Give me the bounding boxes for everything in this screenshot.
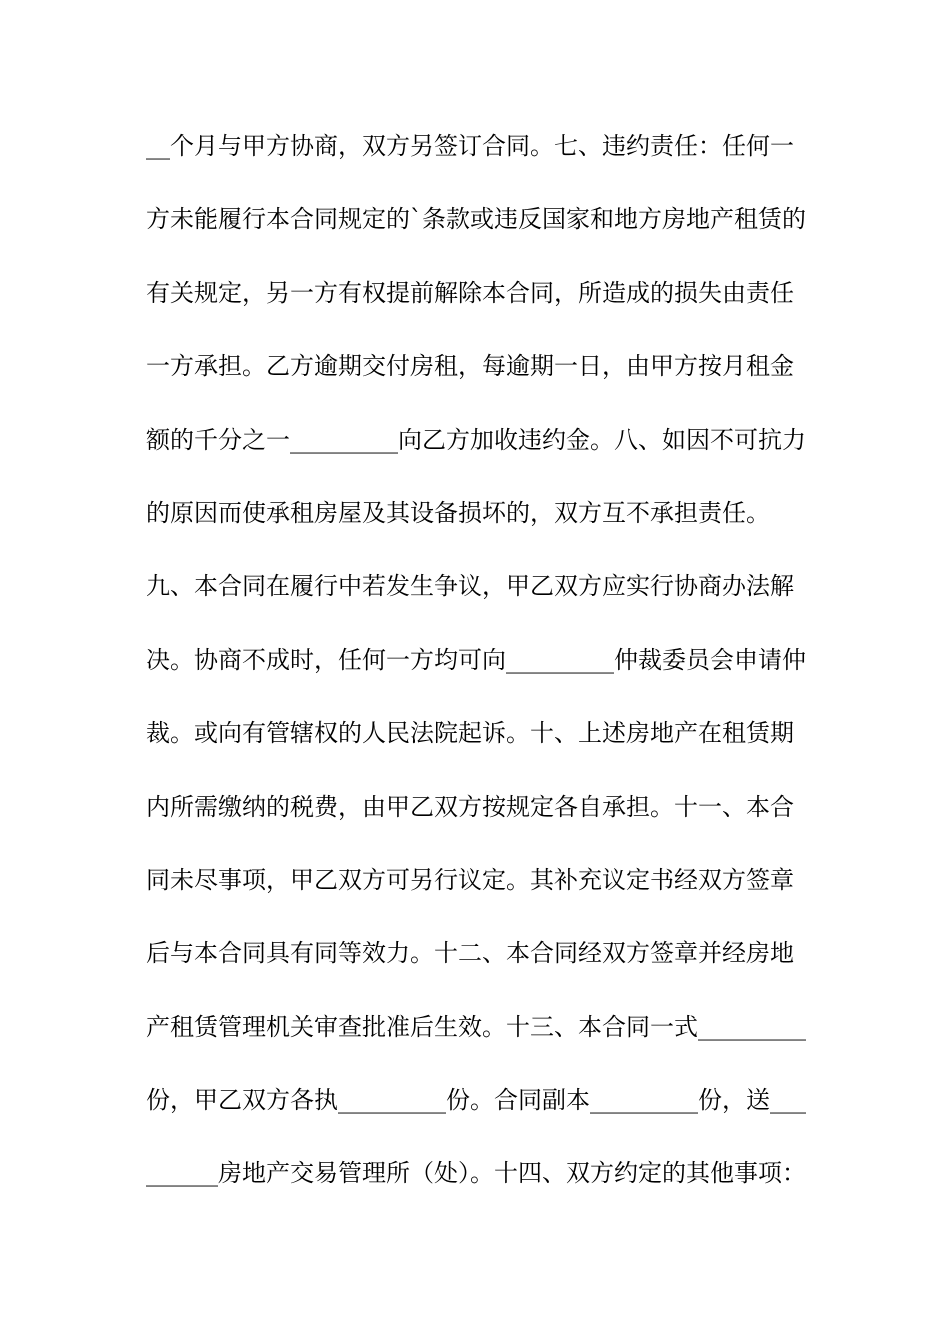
contract-body-text xyxy=(146,128,836,1229)
text-line: 产租赁管理机关审查批准后生效。十三、本合同一式_________ xyxy=(146,1012,806,1041)
text-line: 裁。或向有管辖权的人民法院起诉。十、上述房地产在租赁期 xyxy=(146,719,794,748)
text-line: 九、本合同在履行中若发生争议，甲乙双方应实行协商办法解 xyxy=(146,572,794,601)
text-line: 份，甲乙双方各执_________份。合同副本_________份，送___ xyxy=(146,1086,806,1115)
text-line: 有关规定，另一方有权提前解除本合同，所造成的损失由责任 xyxy=(146,278,794,307)
text-line: 同未尽事项，甲乙双方可另行议定。其补充议定书经双方签章 xyxy=(146,865,794,894)
text-line: 的原因而使承租房屋及其设备损坏的，双方互不承担责任。 xyxy=(146,498,770,527)
text-line: 后与本合同具有同等效力。十二、本合同经双方签章并经房地 xyxy=(146,939,794,968)
text-line: ______房地产交易管理所（处）。十四、双方约定的其他事项： xyxy=(146,1159,806,1188)
text-line: 额的千分之一_________向乙方加收违约金。八、如因不可抗力 xyxy=(146,425,806,454)
text-line: 决。协商不成时，任何一方均可向_________仲裁委员会申请仲 xyxy=(146,645,806,674)
text-line: 内所需缴纳的税费，由甲乙双方按规定各自承担。十一、本合 xyxy=(146,792,794,821)
text-line: __个月与甲方协商，双方另签订合同。七、违约责任：任何一 xyxy=(146,132,794,160)
text-line: 方未能履行本合同规定的`条款或违反国家和地方房地产租赁的 xyxy=(146,205,806,234)
text-line: 一方承担。乙方逾期交付房租，每逾期一日，由甲方按月租金 xyxy=(146,352,794,381)
